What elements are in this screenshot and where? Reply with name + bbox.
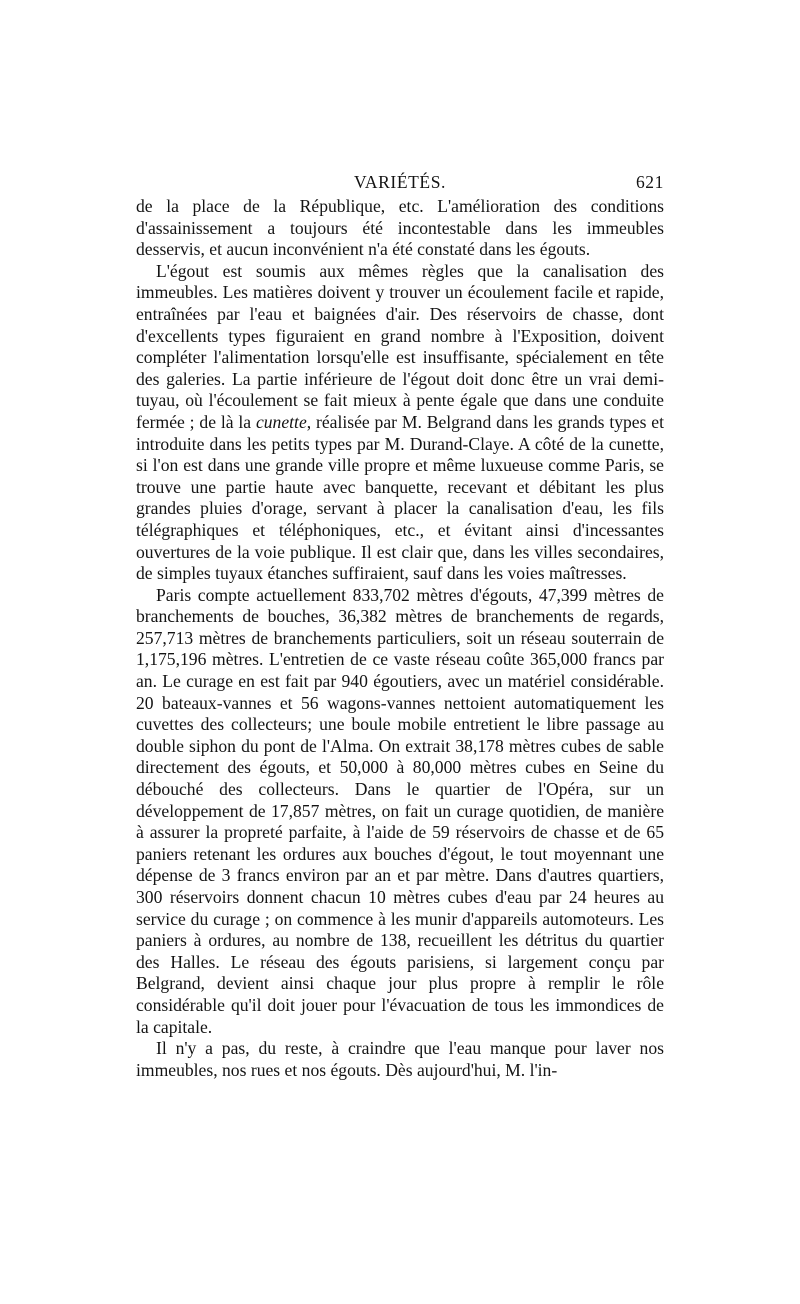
running-title: VARIÉTÉS. [353, 172, 447, 192]
paragraph-text: de la place de la République, etc. L'amélioration des conditions d'assainissement a toujours été incontestable dans les immeubles desservis, et aucun inconvénient n'a été constaté dans les égouts. [136, 196, 664, 260]
paragraph-3 [136, 585, 664, 1038]
italic-term: cunette [255, 411, 307, 432]
paragraph-text: L'égout est soumis aux mêmes règles que la canalisation des immeubles. Les matières doivent y trouver un écoulement facile et rapide, entraînées par l'eau et baignées d'air. Des réservoirs de chasse, dont d'excellents types figuraient en grand nombre à l'Exposition, doivent compléter l'alimentation lorsqu'elle est insuffisante, spécialement en tête des galeries. La partie inférieure de l'égout doit donc être un vrai demi-tuyau, où l'écoulement se fait mieux à pente égale que dans une conduite fermée ; de là la [136, 260, 664, 432]
running-header [136, 170, 664, 196]
book-page [136, 170, 664, 1081]
paragraph-4 [136, 1038, 664, 1081]
page-number: 621 [635, 172, 664, 192]
paragraph-1 [136, 196, 664, 261]
paragraph-text: Il n'y a pas, du reste, à craindre que l'eau manque pour laver nos immeubles, nos rues et nos égouts. Dès aujourd'hui, M. l'in- [136, 1038, 664, 1080]
paragraph-2 [136, 261, 664, 585]
paragraph-text: , réalisée par M. Belgrand dans les grands types et introduite dans les petits types par M. Durand-Claye. A côté de la cunette, si l'on est dans une grande ville propre et même luxueuse comme Paris, se trouve une partie haute avec banquette, recevant et débitant les plus grandes pluies d'orage, servant à placer la canalisation d'eau, les fils télégraphiques et téléphoniques, etc., et évitant ainsi d'incessantes ouvertures de la voie publique. Il est clair que, dans les villes secondaires, de simples tuyaux étanches suffiraient, sauf dans les voies maîtresses. [136, 411, 665, 584]
body-text [136, 196, 664, 1081]
paragraph-text: Paris compte actuellement 833,702 mètres d'égouts, 47,399 mètres de branchements de bouches, 36,382 mètres de branchements de regards, 257,713 mètres de branchements particuliers, soit un réseau souterrain de 1,175,196 mètres. L'entretien de ce vaste réseau coûte 365,000 francs par an. Le curage en est fait par 940 égoutiers, avec un matériel considérable. 20 bateaux-vannes et 56 wagons-vannes nettoient automatiquement les cuvettes des collecteurs; une boule mobile entretient le libre passage au double siphon du pont de l'Alma. On extrait 38,178 mètres cubes de sable directement des égouts, et 50,000 à 80,000 mètres cubes en Seine du débouché des collecteurs. Dans le quartier de l'Opéra, sur un développement de 17,857 mètres, on fait un curage quotidien, de manière à assurer la propreté parfaite, à l'aide de 59 réservoirs de chasse et de 65 paniers retenant les ordures aux bouches d'égout, le tout moyennant une dépense de 3 francs environ par an et par mètre. Dans d'autres quartiers, 300 réservoirs donnent chacun 10 mètres cubes d'eau par 24 heures au service du curage ; on commence à les munir d'appareils automoteurs. Les paniers à ordures, au nombre de 138, recueillent les détritus du quartier des Halles. Le réseau des égouts parisiens, si largement conçu par Belgrand, devient ainsi chaque jour plus propre à remplir le rôle considérable qu'il doit jouer pour l'évacuation de tous les immondices de la capitale. [136, 584, 664, 1037]
